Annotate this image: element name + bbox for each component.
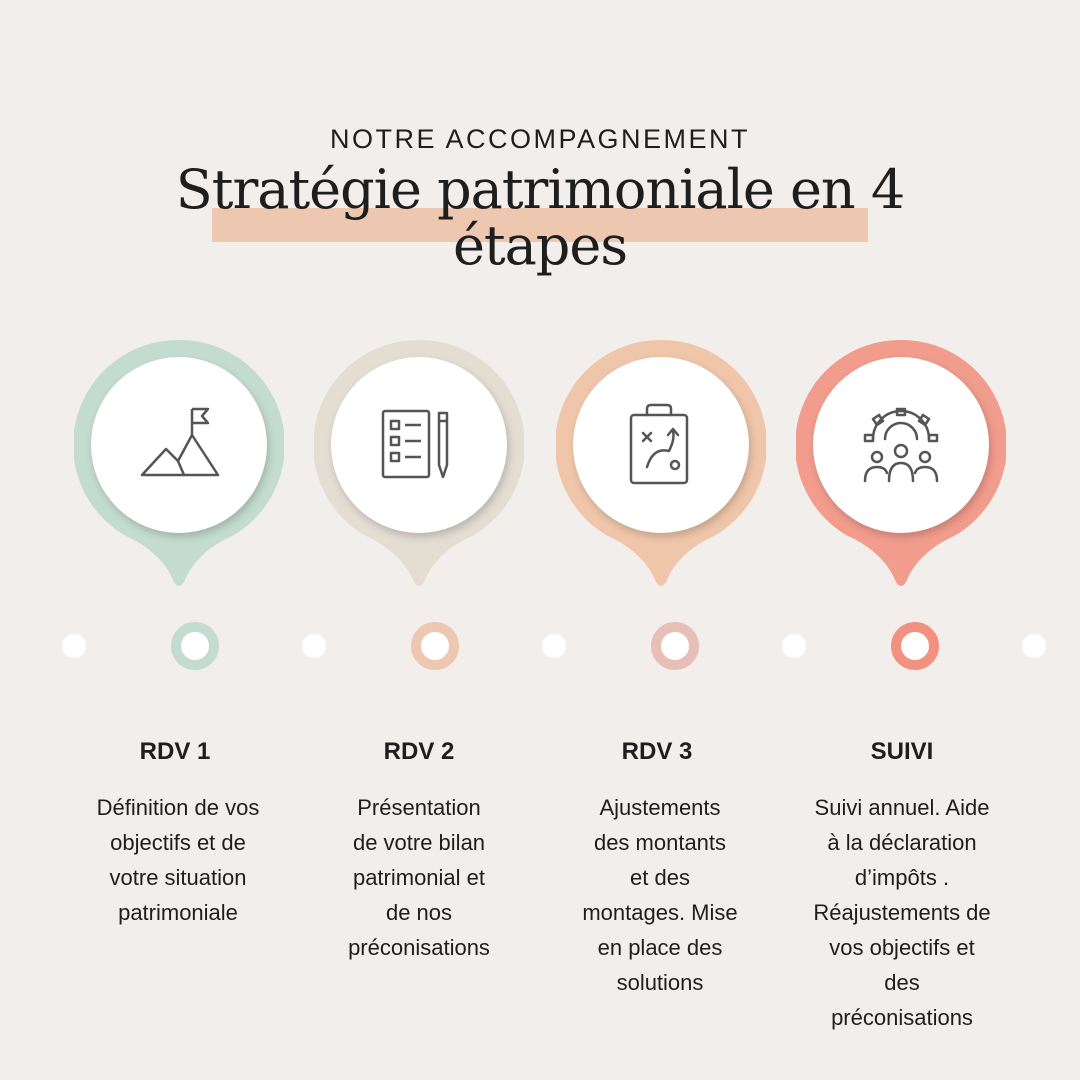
- kicker: NOTRE ACCOMPAGNEMENT: [329, 124, 751, 154]
- timeline-ring-3: [651, 622, 699, 670]
- desc-line: Définition de vos: [96, 795, 260, 820]
- step-pin-2: [314, 340, 524, 590]
- step-pin-1: [74, 340, 284, 590]
- step-title-4: SUIVI: [870, 738, 934, 765]
- timeline-dot: [302, 634, 326, 658]
- timeline-dot: [542, 634, 566, 658]
- timeline-dot: [1022, 634, 1046, 658]
- mountain-flag-icon: [134, 405, 224, 485]
- desc-line: Ajustements: [599, 795, 721, 820]
- step-description-2: [314, 790, 524, 965]
- desc-line: objectifs et de: [110, 830, 246, 855]
- desc-line: Réajustements de: [813, 900, 991, 925]
- pin-disc: [331, 357, 507, 533]
- desc-line: vos objectifs et: [829, 935, 975, 960]
- desc-line: Présentation: [357, 795, 481, 820]
- step-pin-3: [556, 340, 766, 590]
- desc-line: préconisations: [348, 935, 490, 960]
- timeline-ring-4: [891, 622, 939, 670]
- pin-disc: [813, 357, 989, 533]
- desc-line: de nos: [385, 900, 453, 925]
- step-pin-4: [796, 340, 1006, 590]
- desc-line: des: [884, 970, 920, 995]
- desc-line: votre situation: [109, 865, 247, 890]
- pin-disc: [573, 357, 749, 533]
- timeline-ring-1: [171, 622, 219, 670]
- title-line-2: étapes: [452, 214, 628, 277]
- desc-line: Suivi annuel. Aide: [814, 795, 990, 820]
- checklist-pencil-icon: [379, 405, 459, 485]
- step-title-1: RDV 1: [139, 738, 211, 765]
- page-title: [160, 158, 920, 277]
- clipboard-strategy-icon: [621, 403, 701, 487]
- step-description-4: [797, 790, 1007, 1035]
- step-title-2: RDV 2: [383, 738, 455, 765]
- title-line-1: Stratégie patrimoniale en 4: [175, 158, 905, 221]
- desc-line: et des: [630, 865, 690, 890]
- step-title-3: RDV 3: [621, 738, 693, 765]
- desc-line: de votre bilan: [352, 830, 486, 855]
- desc-line: en place des: [597, 935, 723, 960]
- timeline-dot: [62, 634, 86, 658]
- title-block: [0, 158, 1080, 277]
- timeline-dot: [782, 634, 806, 658]
- desc-line: d’impôts .: [854, 865, 950, 890]
- desc-line: des montants: [593, 830, 727, 855]
- desc-line: patrimonial et: [352, 865, 486, 890]
- step-description-1: [73, 790, 283, 930]
- desc-line: solutions: [616, 970, 704, 995]
- step-description-3: [555, 790, 765, 1000]
- pin-disc: [91, 357, 267, 533]
- timeline-ring-2: [411, 622, 459, 670]
- desc-line: à la déclaration: [827, 830, 977, 855]
- desc-line: montages. Mise: [582, 900, 738, 925]
- desc-line: patrimoniale: [118, 900, 238, 925]
- team-gear-icon: [859, 405, 943, 485]
- desc-line: préconisations: [831, 1005, 973, 1030]
